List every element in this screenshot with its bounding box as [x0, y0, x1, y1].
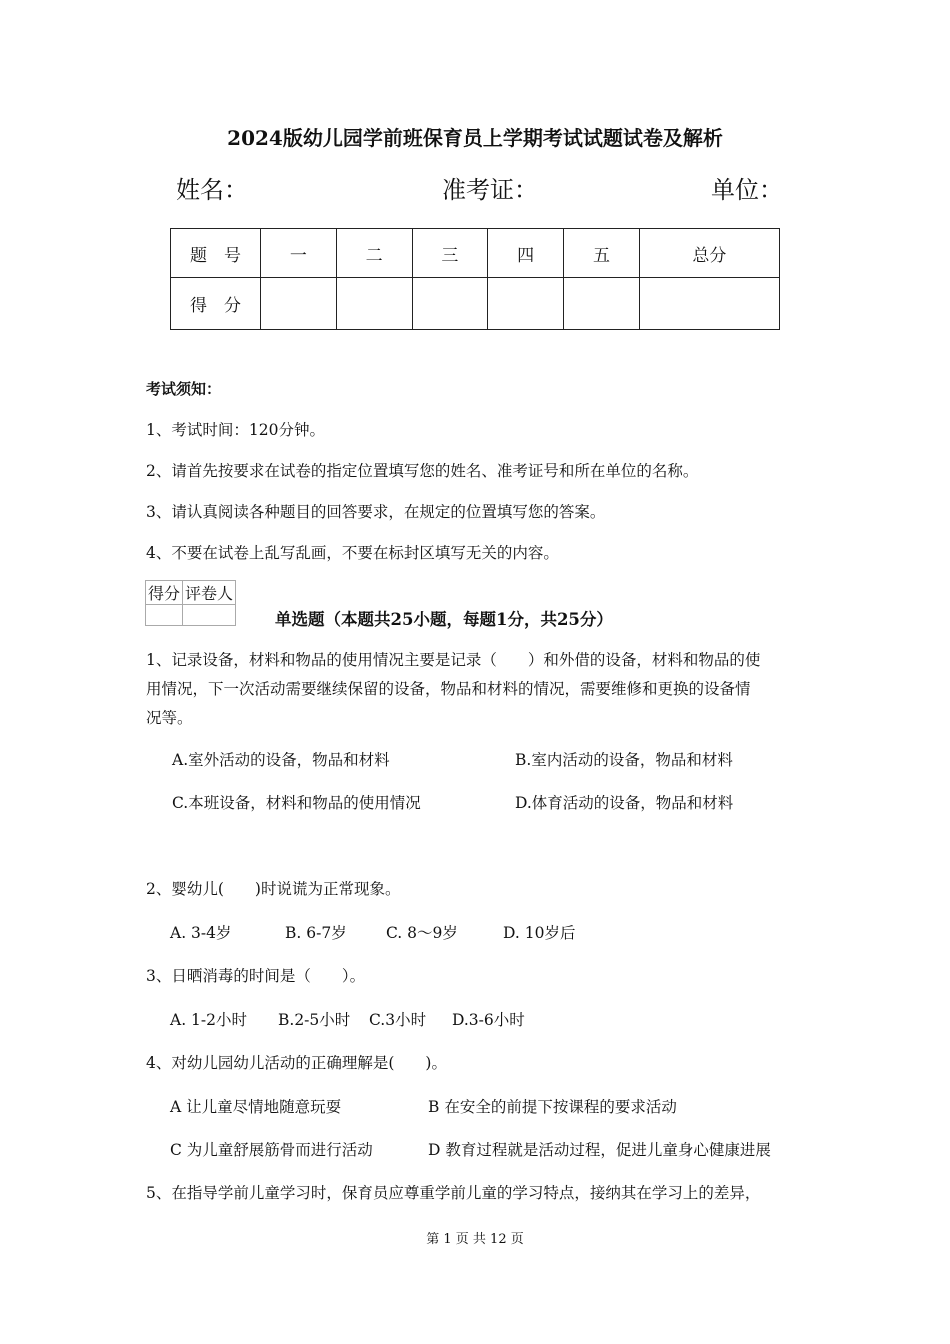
score-cell[interactable]: [412, 278, 488, 330]
page-footer: 第 1 页 共 12 页: [426, 1232, 524, 1247]
option-d: D.3-6小时: [452, 1011, 525, 1029]
option-c: C.本班设备，材料和物品的使用情况: [172, 794, 421, 812]
score-cell[interactable]: [488, 278, 564, 330]
notice-item: 2、请首先按要求在试卷的指定位置填写您的姓名、准考证号和所在单位的名称。: [146, 462, 699, 480]
score-table-header-row: [171, 229, 780, 278]
document-title: 2024版幼儿园学前班保育员上学期考试试题试卷及解析: [227, 126, 723, 150]
option-c: C 为儿童舒展筋骨而进行活动: [170, 1141, 373, 1159]
option-a: A. 1-2小时: [170, 1011, 248, 1029]
option-d: D.体育活动的设备，物品和材料: [515, 794, 734, 812]
question-line: 2、婴幼儿( )时说谎为正常现象。: [146, 880, 401, 898]
option-c: C. 8～9岁: [386, 924, 458, 942]
score-cell[interactable]: [639, 278, 779, 330]
score-header-cell: 题 号: [171, 229, 261, 278]
score-header-cell: 一: [261, 229, 337, 278]
option-b: B.室内活动的设备，物品和材料: [515, 751, 733, 769]
option-a: A. 3-4岁: [170, 924, 232, 942]
option-b: B. 6-7岁: [285, 924, 347, 942]
grader-score-cell[interactable]: [146, 605, 183, 626]
option-d: D 教育过程就是活动过程，促进儿童身心健康进展: [428, 1141, 771, 1159]
grader-box: [145, 580, 236, 626]
notice-title: 考试须知：: [146, 380, 222, 398]
score-header-cell: 五: [564, 229, 640, 278]
notice-item: 1、考试时间：120分钟。: [146, 421, 325, 439]
name-label: 姓名：: [176, 176, 248, 204]
option-b: B.2-5小时: [278, 1011, 351, 1029]
notice-item: 4、不要在试卷上乱写乱画，不要在标封区填写无关的内容。: [146, 544, 559, 562]
question-line: 5、在指导学前儿童学习时，保育员应尊重学前儿童的学习特点，接纳其在学习上的差异，: [146, 1184, 761, 1202]
option-b: B 在安全的前提下按课程的要求活动: [428, 1098, 677, 1116]
score-header-cell: 四: [488, 229, 564, 278]
score-table: [170, 228, 780, 330]
section-title: 单选题（本题共25小题，每题1分，共25分）: [275, 610, 613, 629]
option-c: C.3小时: [369, 1011, 427, 1029]
grader-name-label: 评卷人: [183, 581, 236, 605]
exam-id-label: 准考证：: [442, 176, 538, 204]
option-d: D. 10岁后: [503, 924, 576, 942]
unit-label: 单位：: [711, 176, 783, 204]
score-header-cell: 二: [336, 229, 412, 278]
question-line: 3、日晒消毒的时间是（ ）。: [146, 967, 366, 985]
question-line: 用情况，下一次活动需要继续保留的设备，物品和材料的情况，需要维修和更换的设备情: [146, 680, 751, 698]
option-a: A 让儿童尽情地随意玩耍: [170, 1098, 342, 1116]
score-header-cell: 三: [412, 229, 488, 278]
question-line: 况等。: [146, 709, 193, 727]
grader-name-cell[interactable]: [183, 605, 236, 626]
question-line: 1、记录设备，材料和物品的使用情况主要是记录（ ）和外借的设备，材料和物品的使: [146, 651, 761, 669]
score-table-score-row: [171, 278, 780, 330]
notice-item: 3、请认真阅读各种题目的回答要求，在规定的位置填写您的答案。: [146, 503, 606, 521]
score-cell[interactable]: [564, 278, 640, 330]
option-a: A.室外活动的设备，物品和材料: [172, 751, 390, 769]
score-header-cell: 总分: [639, 229, 779, 278]
grader-score-label: 得分: [146, 581, 183, 605]
score-cell[interactable]: [336, 278, 412, 330]
question-line: 4、对幼儿园幼儿活动的正确理解是( )。: [146, 1054, 447, 1072]
score-row-label: 得 分: [171, 278, 261, 330]
score-cell[interactable]: [261, 278, 337, 330]
